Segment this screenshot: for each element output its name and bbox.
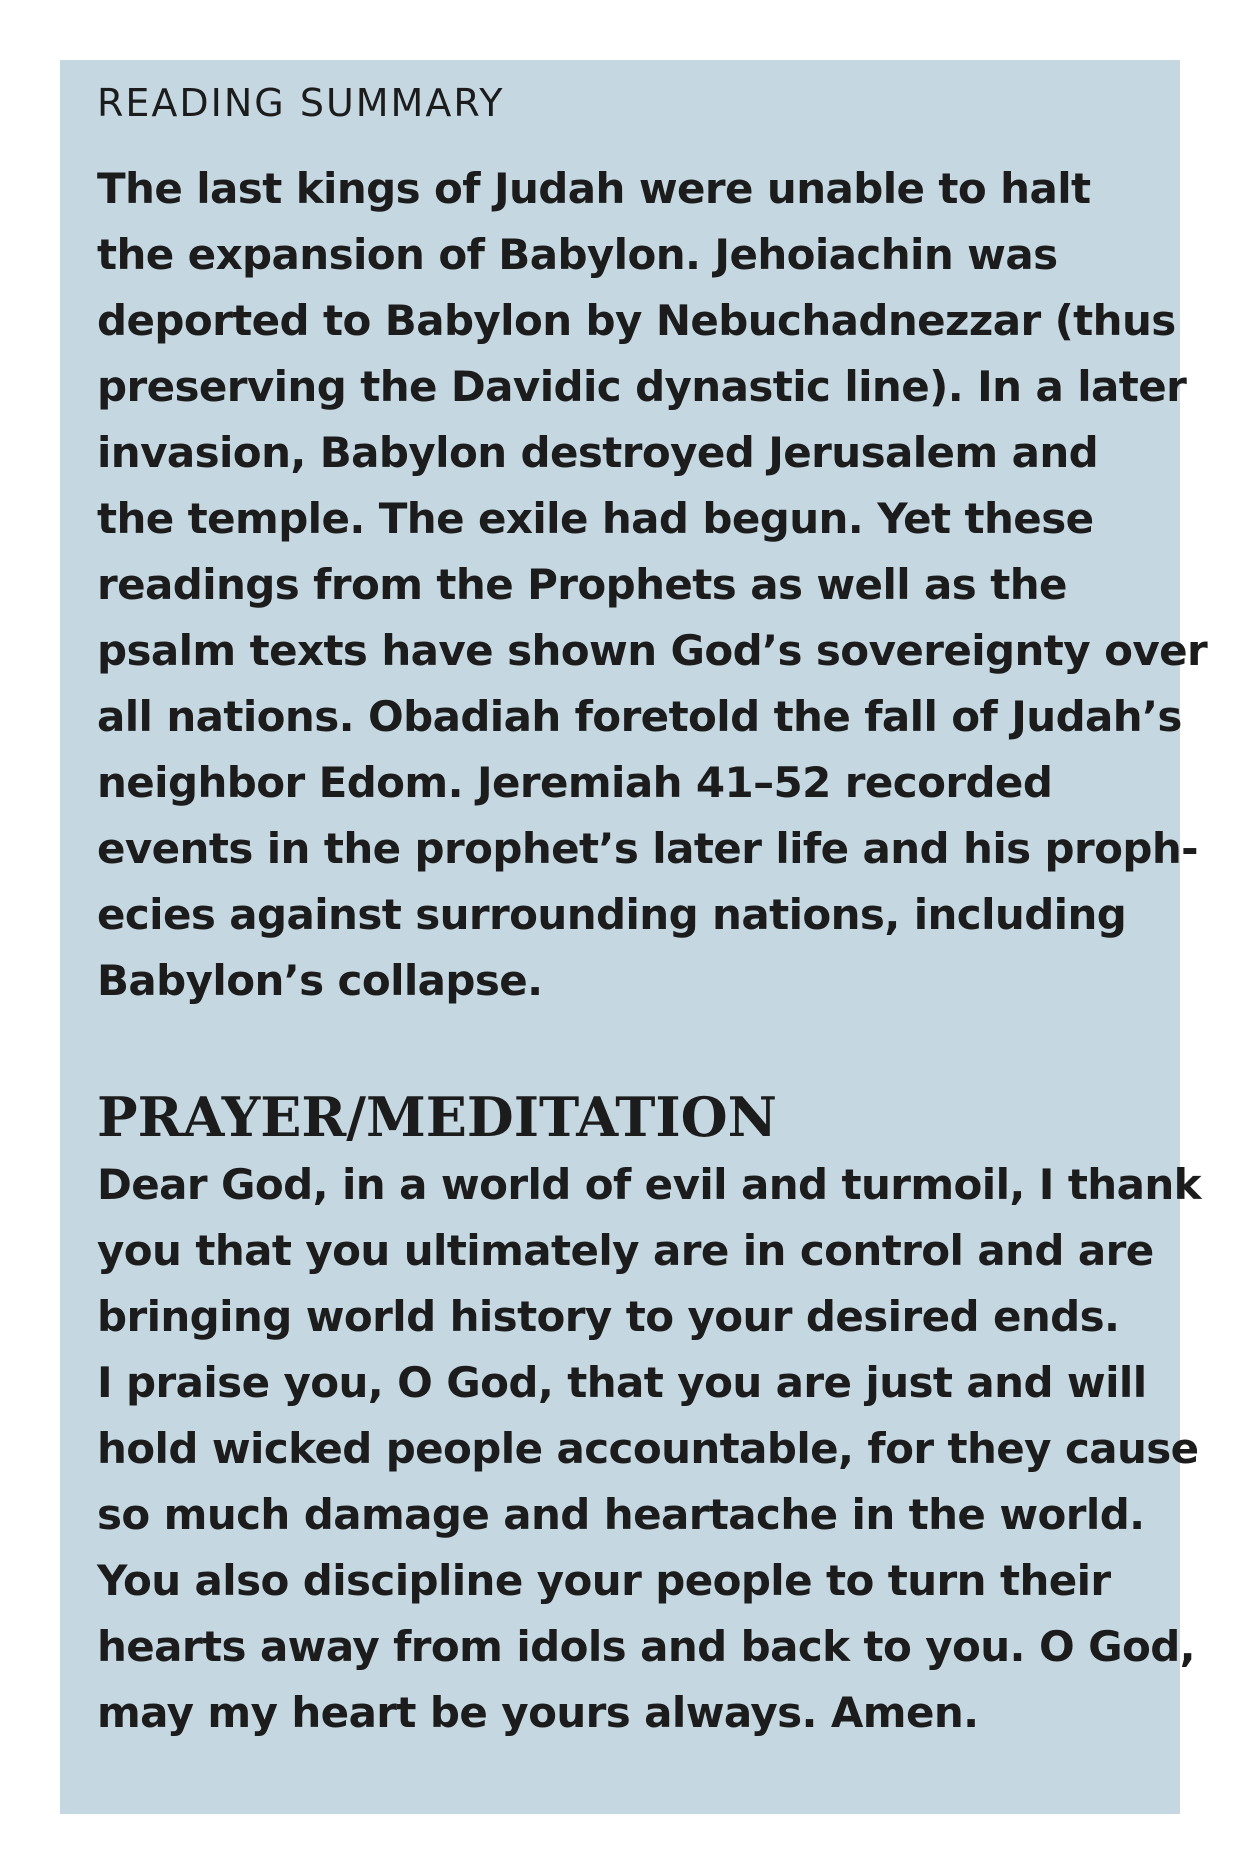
summary-line: events in the prophet’s later life and his proph- — [97, 824, 1198, 873]
summary-line: ecies against surrounding nations, including — [97, 890, 1127, 939]
summary-line: psalm texts have shown God’s sovereignty over — [97, 626, 1208, 675]
prayer-line: may my heart be yours always. Amen. — [97, 1688, 979, 1737]
summary-line: Babylon’s collapse. — [97, 956, 543, 1005]
reading-panel — [60, 60, 1208, 1814]
summary-line: all nations. Obadiah foretold the fall of Judah’s — [97, 692, 1182, 741]
prayer-line: I praise you, O God, that you are just and will — [97, 1358, 1147, 1407]
reading-summary-label: READING SUMMARY — [97, 81, 505, 125]
prayer-line: hold wicked people accountable, for they cause — [97, 1424, 1199, 1473]
summary-line: preserving the Davidic dynastic line). In a later — [97, 362, 1187, 411]
summary-line: deported to Babylon by Nebuchadnezzar (thus — [97, 296, 1176, 345]
summary-line: the expansion of Babylon. Jehoiachin was — [97, 230, 1058, 279]
summary-line: The last kings of Judah were unable to halt — [97, 164, 1091, 213]
summary-line: readings from the Prophets as well as the — [97, 560, 1067, 609]
prayer-meditation-heading: PRAYER/MEDITATION — [97, 1085, 778, 1149]
reading-summary-text — [97, 156, 1208, 1014]
prayer-text — [97, 1152, 1201, 1746]
prayer-line: Dear God, in a world of evil and turmoil, I thank — [97, 1160, 1201, 1209]
prayer-line: so much damage and heartache in the world. — [97, 1490, 1145, 1539]
prayer-line: You also discipline your people to turn their — [97, 1556, 1111, 1605]
prayer-line: hearts away from idols and back to you. O God, — [97, 1622, 1196, 1671]
summary-line: neighbor Edom. Jeremiah 41–52 recorded — [97, 758, 1053, 807]
summary-line: the temple. The exile had begun. Yet these — [97, 494, 1094, 543]
prayer-line: bringing world history to your desired ends. — [97, 1292, 1120, 1341]
summary-line: invasion, Babylon destroyed Jerusalem and — [97, 428, 1099, 477]
prayer-line: you that you ultimately are in control and are — [97, 1226, 1154, 1275]
